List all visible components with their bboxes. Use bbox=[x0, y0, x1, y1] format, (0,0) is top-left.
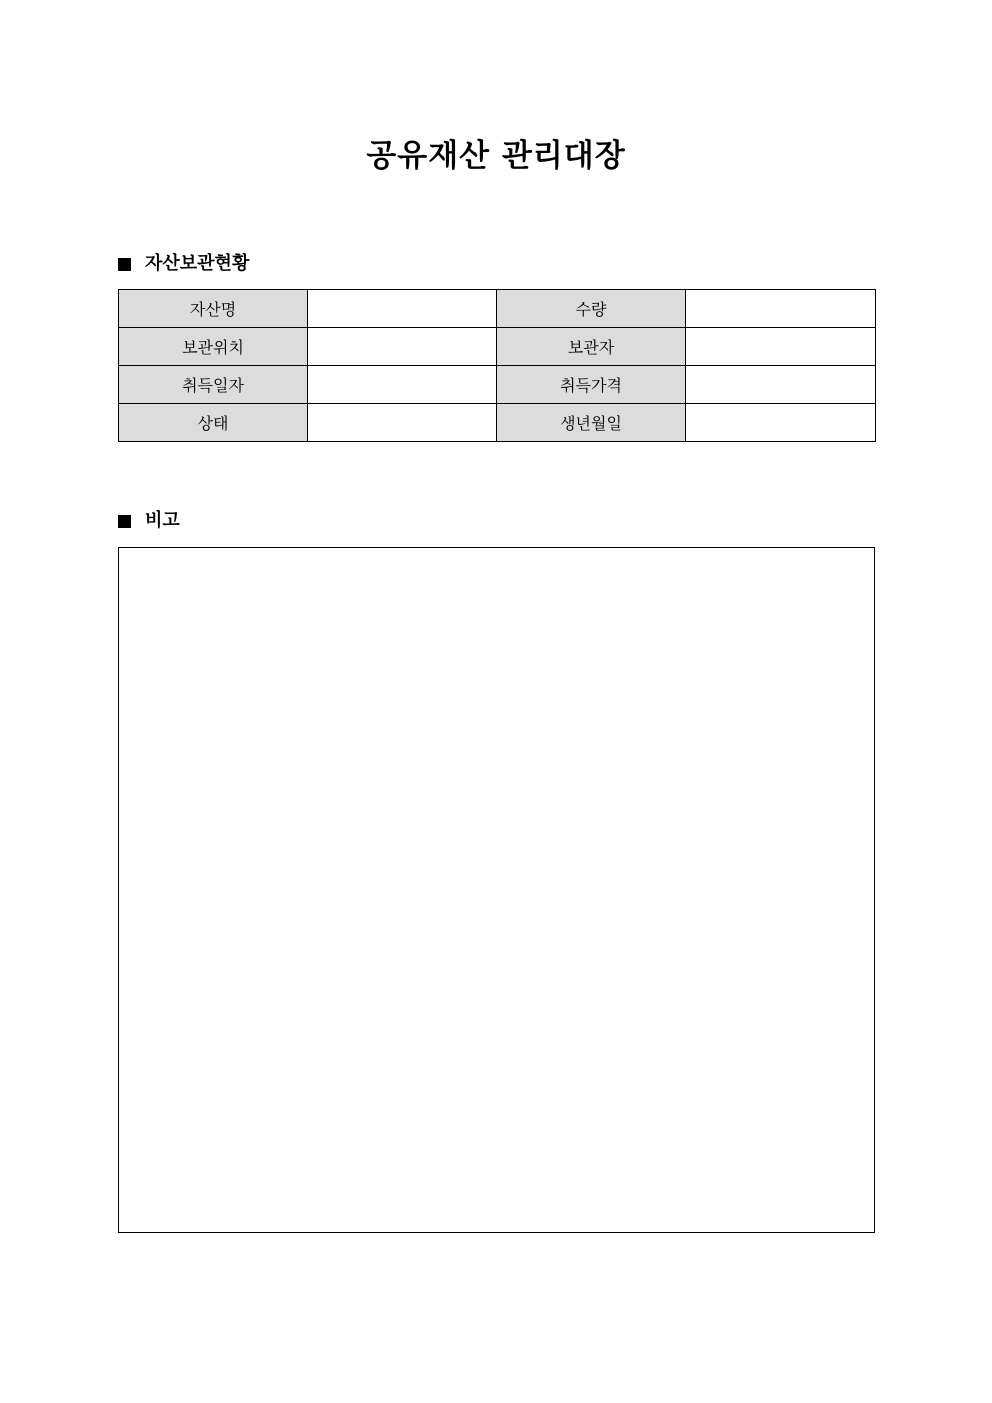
acquisition-price-field[interactable] bbox=[686, 366, 876, 404]
table-row bbox=[119, 366, 876, 404]
table-row bbox=[119, 328, 876, 366]
condition-label: 상태 bbox=[119, 404, 308, 442]
table-row bbox=[119, 290, 876, 328]
storage-location-field[interactable] bbox=[308, 328, 497, 366]
storage-location-label: 보관위치 bbox=[119, 328, 308, 366]
square-bullet-icon bbox=[118, 258, 131, 271]
page-title: 공유재산 관리대장 bbox=[366, 138, 626, 174]
asset-name-field[interactable] bbox=[308, 290, 497, 328]
custodian-label: 보관자 bbox=[497, 328, 686, 366]
asset-status-heading-text: 자산보관현황 bbox=[145, 253, 250, 274]
condition-field[interactable] bbox=[308, 404, 497, 442]
table-row bbox=[119, 404, 876, 442]
acquisition-date-field[interactable] bbox=[308, 366, 497, 404]
square-bullet-icon bbox=[118, 515, 131, 528]
remarks-heading bbox=[118, 509, 180, 533]
acquisition-date-label: 취득일자 bbox=[119, 366, 308, 404]
asset-status-heading bbox=[118, 252, 249, 276]
birth-date-field[interactable] bbox=[686, 404, 876, 442]
asset-status-table bbox=[118, 289, 876, 442]
remarks-box[interactable] bbox=[118, 547, 875, 1233]
quantity-label: 수량 bbox=[497, 290, 686, 328]
custodian-field[interactable] bbox=[686, 328, 876, 366]
birth-date-label: 생년월일 bbox=[497, 404, 686, 442]
acquisition-price-label: 취득가격 bbox=[497, 366, 686, 404]
remarks-heading-text: 비고 bbox=[145, 510, 180, 531]
asset-name-label: 자산명 bbox=[119, 290, 308, 328]
quantity-field[interactable] bbox=[686, 290, 876, 328]
